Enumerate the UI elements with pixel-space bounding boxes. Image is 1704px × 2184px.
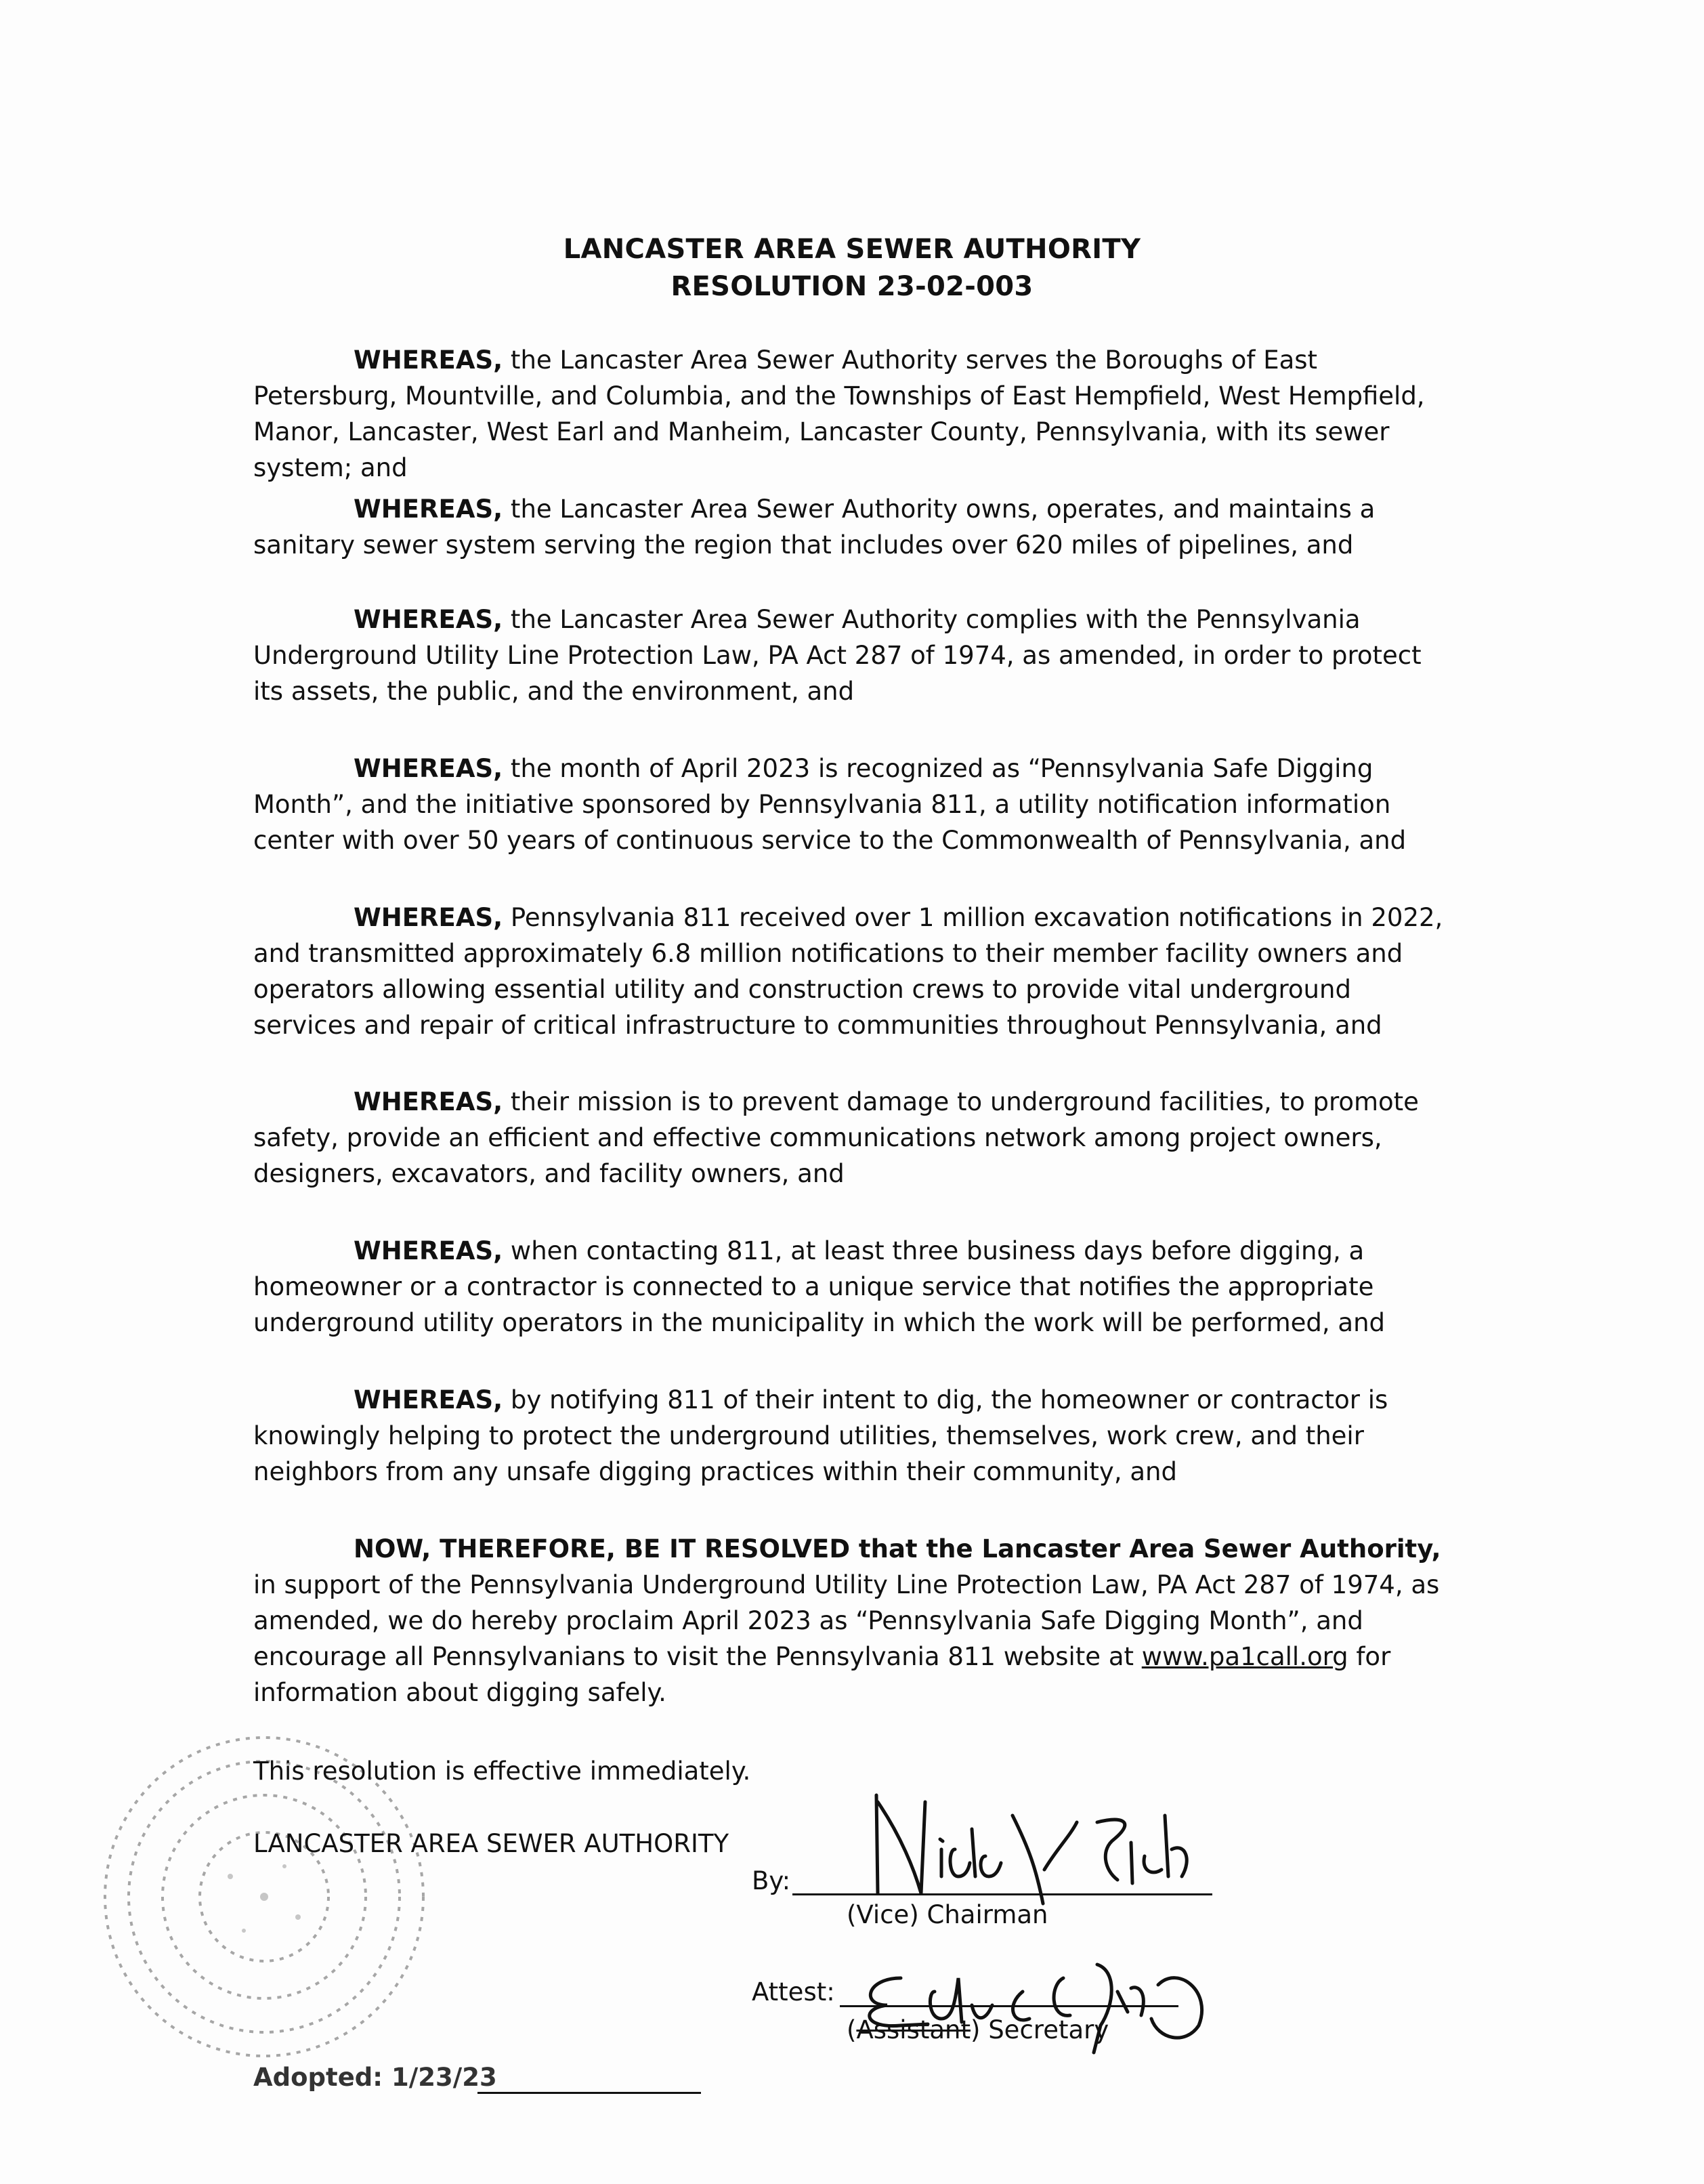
whereas-paragraph: WHEREAS, the Lancaster Area Sewer Authority serves the Boroughs of East Petersburg, Mountville, and Columbia, and the Townships of East Hempfield, West Hempfield, Manor, Lancaster, West Earl and Manheim, Lancaster County, Pennsylvania, with its sewer system; and [253,345,1425,482]
resolution-number: RESOLUTION 23-02-003 [670,271,1034,302]
whereas-paragraph: WHEREAS, Pennsylvania 811 received over 1 million excavation notifications in 2022, and transmitted approximately 6.8 million notifications to their member facility owners and operators allowing essential utility and construction crews to provide vital underground services and repair of critical infrastructure to communities throughout Pennsylvania, and [253,903,1443,1040]
secretary-title: (Assistant) Secretary [847,2015,1109,2044]
whereas-paragraph: WHEREAS, the Lancaster Area Sewer Authority owns, operates, and maintains a sanitary sewer system serving the region that includes over 620 miles of pipelines, and [253,495,1376,560]
by-label: By: [752,1866,791,1895]
signatory-org: LANCASTER AREA SEWER AUTHORITY [253,1829,729,1858]
adopted-line [477,2092,701,2094]
whereas-paragraph: WHEREAS, when contacting 811, at least three business days before digging, a homeowner or a contractor is connected to a unique service that notifies the appropriate underground utility operators in the municipality in which the work will be performed, and [253,1236,1386,1337]
adopted-date: Adopted: 1/23/23 [253,2063,497,2092]
resolved-paragraph: NOW, THEREFORE, BE IT RESOLVED that the Lancaster Area Sewer Authority, in support of the Pennsylvania Underground Utility Line Protection Law, PA Act 287 of 1974, as amended, we do hereby proclaim April 2023 as “Pennsylvania Safe Digging Month”, and encourage all Pennsylvanians to visit the Pennsylvania 811 website at www.pa1call.org for information about digging safely. [253,1534,1441,1707]
authority-heading: LANCASTER AREA SEWER AUTHORITY [563,234,1141,265]
chairman-signature [867,1775,1219,1910]
effective-statement: This resolution is effective immediately. [253,1757,751,1786]
chairman-title: (Vice) Chairman [847,1900,1048,1929]
attest-label: Attest: [752,1977,835,2007]
whereas-paragraph: WHEREAS, the Lancaster Area Sewer Authority complies with the Pennsylvania Underground Utility Line Protection Law, PA Act 287 of 1974, as amended, in order to protect its assets, the public, and the environment, and [253,605,1422,706]
pa1call-link[interactable]: www.pa1call.org [1141,1642,1348,1671]
whereas-paragraph: WHEREAS, the month of April 2023 is recognized as “Pennsylvania Safe Digging Month”, and the initiative sponsored by Pennsylvania 811, a utility notification information center with over 50 years of continuous service to the Commonwealth of Pennsylvania, and [253,754,1407,855]
whereas-paragraph: WHEREAS, by notifying 811 of their intent to dig, the homeowner or contractor is knowingly helping to protect the underground utilities, themselves, work crew, and their neighbors from any unsafe digging practices within their community, and [253,1385,1388,1486]
whereas-paragraph: WHEREAS, their mission is to prevent damage to underground facilities, to promote safety, provide an efficient and effective communications network among project owners, designers, excavators, and facility owners, and [253,1087,1419,1188]
